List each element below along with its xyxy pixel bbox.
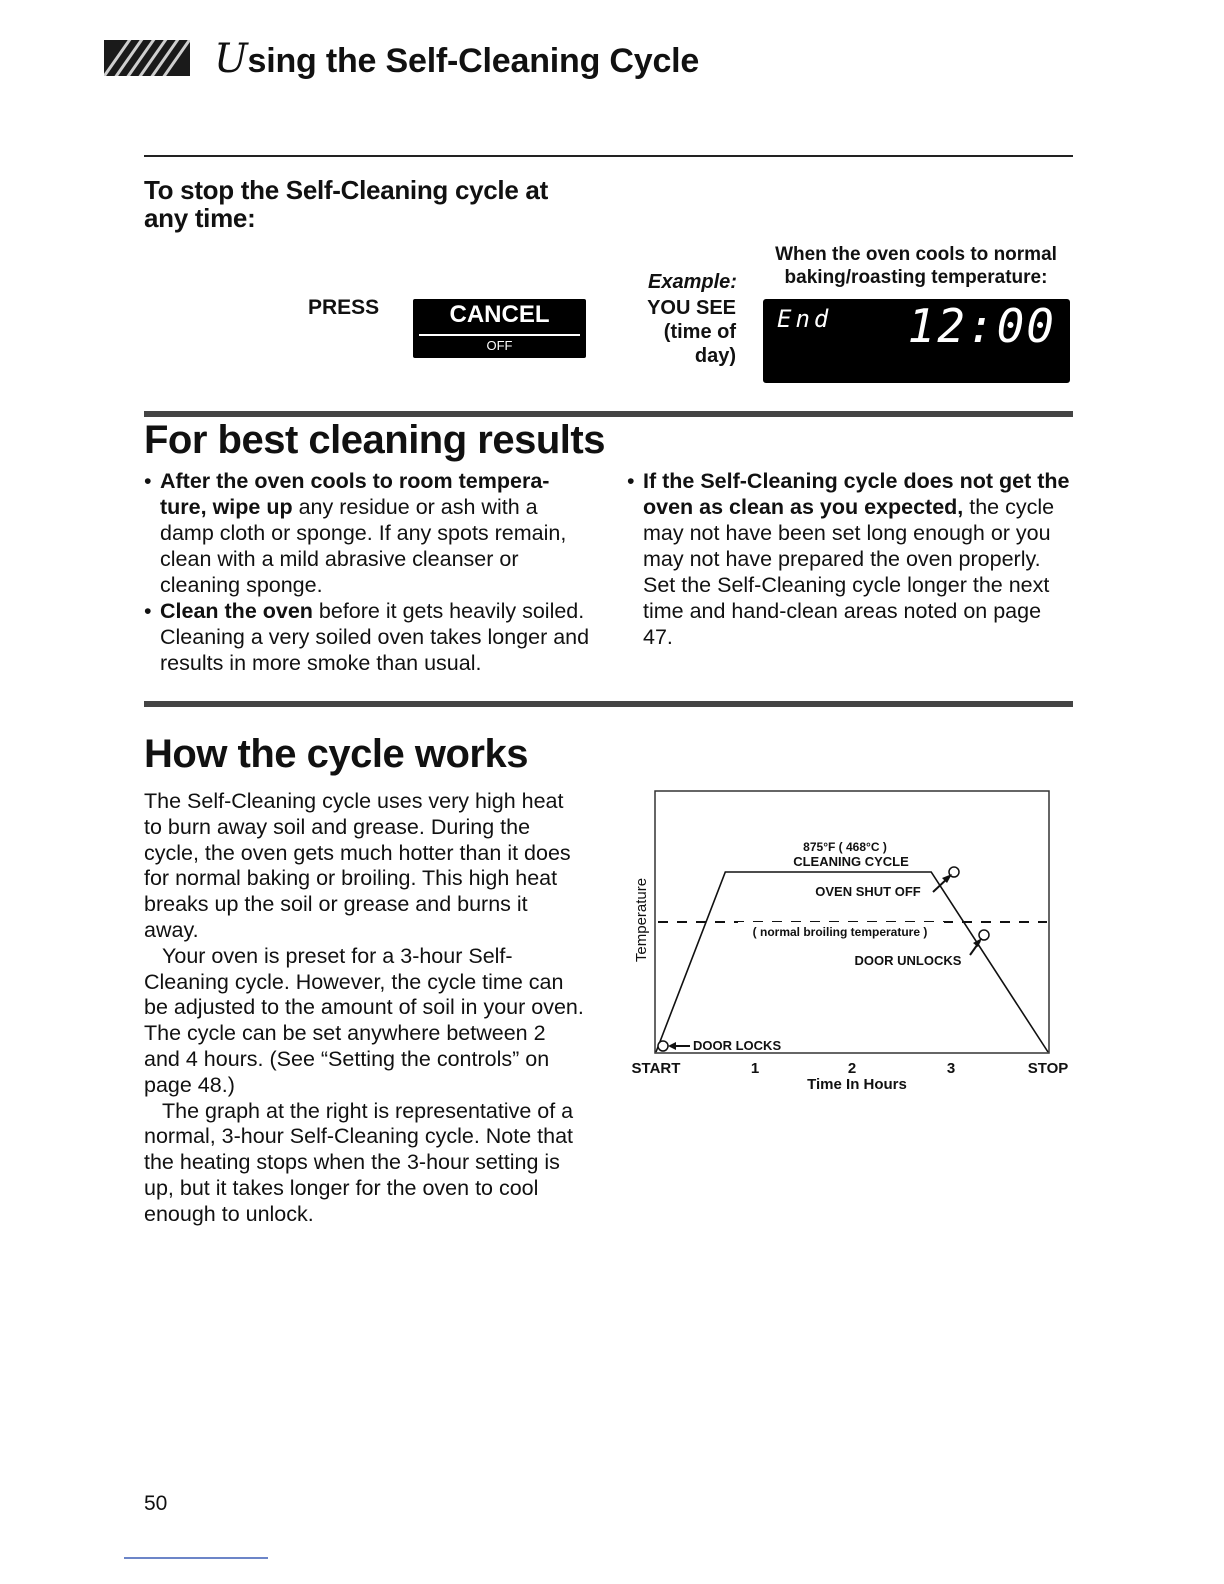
best-results-right	[627, 468, 1073, 650]
door-locks-label: DOOR LOCKS	[693, 1038, 782, 1053]
cancel-sub-label: OFF	[486, 338, 513, 353]
divider	[144, 155, 1073, 157]
cleaning-cycle-chart	[620, 780, 1080, 1100]
example-label: Example:	[648, 271, 737, 293]
cools-caption: When the oven cools to normal baking/roasting temperature:	[775, 244, 1057, 288]
peak-f-label: 875°F	[803, 840, 836, 854]
cleaning-cycle-label: CLEANING CYCLE	[793, 854, 909, 869]
door-unlocks-marker	[979, 930, 989, 940]
x-tick-label: STOP	[1027, 1060, 1069, 1077]
how-it-works-body	[144, 789, 584, 1228]
door-unlocks-label: DOOR UNLOCKS	[854, 953, 962, 968]
stop-heading: To stop the Self-Cleaning cycle at any time:	[144, 175, 548, 233]
x-axis-label: Time In Hours	[807, 1076, 907, 1093]
footer-rule	[124, 1557, 268, 1559]
x-tick-label: START	[631, 1060, 681, 1077]
x-tick-label: 1	[750, 1060, 760, 1077]
svg-text:875°F ( 468°C )	[803, 840, 887, 854]
page-number: 50	[144, 1492, 168, 1515]
you-see-label: YOU SEE (time of day)	[647, 297, 736, 367]
press-label: PRESS	[308, 296, 380, 319]
display-status: End	[777, 305, 833, 333]
display-time: 12:00	[907, 299, 1056, 353]
cancel-label: CANCEL	[449, 301, 550, 328]
divider	[144, 701, 1073, 707]
how-it-works-heading: How the cycle works	[144, 732, 528, 776]
temperature-series-line	[656, 872, 1048, 1052]
page-title: Using the Self-Cleaning Cycle	[214, 36, 700, 82]
door-locks-marker	[658, 1041, 668, 1051]
list-item: • Clean the oven before it gets heavily soiled. Cleaning a very soiled oven takes longer and results in more smoke than usual.	[144, 599, 590, 675]
oven-shut-off-label: OVEN SHUT OFF	[815, 884, 921, 899]
list-item: • After the oven cools to room tempera-ture, wipe up any residue or ash with a damp cloth or sponge. If any spots remain, clean with a mild abrasive cleanser or cleaning sponge.	[144, 469, 567, 597]
paragraph: The graph at the right is representative of a normal, 3-hour Self-Cleaning cycle. Note that the heating stops when the 3-hour setting is up, but it takes longer for the oven to cool enough to unlock.	[144, 1098, 574, 1226]
peak-c-label: ( 468°C )	[838, 840, 887, 854]
best-results-heading: For best cleaning results	[144, 418, 605, 462]
reference-label: ( normal broiling temperature )	[752, 925, 928, 939]
best-results-left	[144, 468, 594, 676]
x-tick-label: 3	[946, 1060, 956, 1077]
cancel-button[interactable]	[413, 299, 586, 358]
tab-graphic-icon	[104, 40, 190, 76]
x-tick-label: 2	[847, 1060, 857, 1077]
paragraph: Your oven is preset for a 3-hour Self-Cleaning cycle. However, the cycle time can be adjusted to the amount of soil in your oven. The cycle can be set anywhere between 2 and 4 hours. (See “Setting the controls” on page 48.)	[144, 943, 584, 1097]
y-axis-label: Temperature	[633, 877, 650, 963]
list-item: • If the Self-Cleaning cycle does not get the oven as clean as you expected, the cycle may not have been set long enough or you may not have prepared the oven properly. Set the Self-Cleaning cycle longer the next time and hand-clean areas noted on page 47.	[627, 469, 1070, 649]
paragraph: The Self-Cleaning cycle uses very high heat to burn away soil and grease. During the cycle, the oven gets much hotter than it does for normal baking or broiling. This high heat breaks up the soil or grease and burns it away.	[144, 789, 571, 942]
divider	[144, 411, 1073, 417]
oven-display	[763, 299, 1070, 383]
cancel-divider	[419, 334, 580, 336]
arrow-icon	[668, 1042, 676, 1050]
